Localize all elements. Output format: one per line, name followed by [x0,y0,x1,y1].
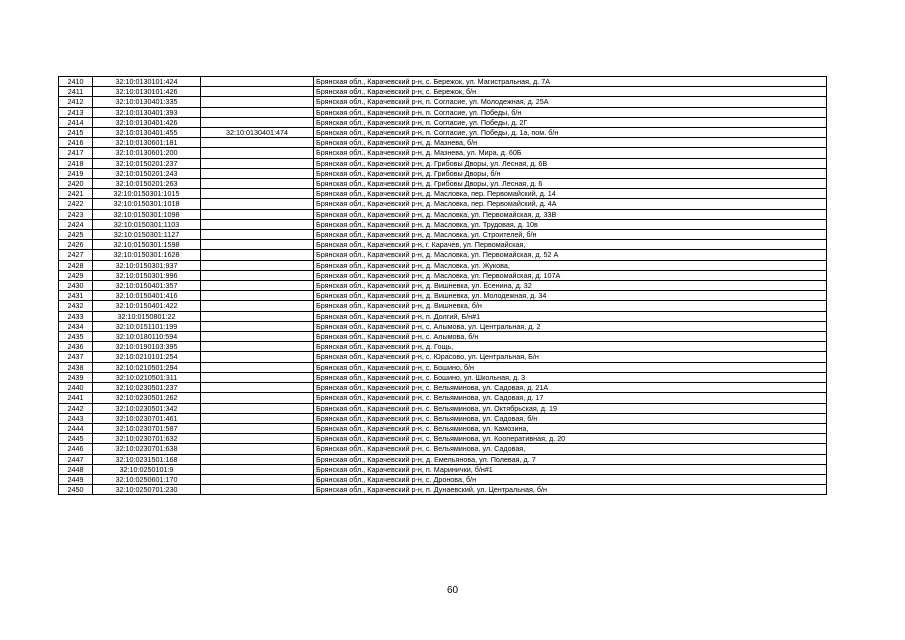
address-cell: Брянская обл., Карачевский р-н, с. Вельяминова, ул. Октябрьская, д. 19 [314,403,827,413]
cadastral-number-cell: 32:10:0130601:200 [93,148,201,158]
row-number-cell: 2447 [59,454,93,464]
row-number-cell: 2427 [59,250,93,260]
row-number-cell: 2416 [59,138,93,148]
linked-cadastral-number-cell [201,464,314,474]
linked-cadastral-number-cell [201,158,314,168]
row-number-cell: 2423 [59,209,93,219]
linked-cadastral-number-cell [201,352,314,362]
row-number-cell: 2444 [59,423,93,433]
address-cell: Брянская обл., Карачевский р-н, п. Дунаевский, ул. Центральная, б/н [314,485,827,495]
linked-cadastral-number-cell [201,117,314,127]
linked-cadastral-number-cell [201,413,314,423]
linked-cadastral-number-cell [201,148,314,158]
cadastral-number-cell: 32:10:0130101:424 [93,77,201,87]
table-row [59,321,827,331]
address-cell: Брянская обл., Карачевский р-н, д. Масловка, ул. Первомайская, д. 33В [314,209,827,219]
linked-cadastral-number-cell [201,168,314,178]
address-cell: Брянская обл., Карачевский р-н, д. Масловка, ул. Трудовая, д. 10в [314,219,827,229]
row-number-cell: 2436 [59,342,93,352]
address-cell: Брянская обл., Карачевский р-н, с. Вельяминова, ул. Садовая, д. 17 [314,393,827,403]
table-row [59,301,827,311]
address-cell: Брянская обл., Карачевский р-н, п. Долгий, Б/н#1 [314,311,827,321]
row-number-cell: 2411 [59,87,93,97]
address-cell: Брянская обл., Карачевский р-н, п. Согласие, ул. Победы, д. 1а, пом. б/н [314,128,827,138]
row-number-cell: 2414 [59,117,93,127]
address-cell: Брянская обл., Карачевский р-н, д. Грибовы Дворы, ул. Лесная, д. 6 [314,179,827,189]
cadastral-number-cell: 32:10:0150301:1098 [93,209,201,219]
address-cell: Брянская обл., Карачевский р-н, с. Алымова, б/н [314,332,827,342]
property-table [58,76,827,495]
table-row [59,311,827,321]
linked-cadastral-number-cell [201,321,314,331]
cadastral-number-cell: 32:10:0180110:594 [93,332,201,342]
table-row [59,383,827,393]
cadastral-number-cell: 32:10:0130401:393 [93,107,201,117]
address-cell: Брянская обл., Карачевский р-н, п. Согласие, ул. Молодежная, д. 25А [314,97,827,107]
table-row [59,250,827,260]
row-number-cell: 2433 [59,311,93,321]
table-row [59,240,827,250]
property-table-body [59,77,827,495]
cadastral-number-cell: 32:10:0150201:237 [93,158,201,168]
linked-cadastral-number-cell [201,403,314,413]
cadastral-number-cell: 32:10:0150401:422 [93,301,201,311]
table-row [59,199,827,209]
address-cell: Брянская обл., Карачевский р-н, д. Грибовы Дворы, б/н [314,168,827,178]
address-cell: Брянская обл., Карачевский р-н, с. Вельяминова, ул. Садовая, б/н [314,413,827,423]
linked-cadastral-number-cell [201,383,314,393]
table-row [59,413,827,423]
linked-cadastral-number-cell [201,474,314,484]
linked-cadastral-number-cell [201,444,314,454]
linked-cadastral-number-cell [201,77,314,87]
address-cell: Брянская обл., Карачевский р-н, д. Мазнева, б/н [314,138,827,148]
address-cell: Брянская обл., Карачевский р-н, д. Масловка, ул. Первомайская, д. 107А [314,270,827,280]
row-number-cell: 2437 [59,352,93,362]
address-cell: Брянская обл., Карачевский р-н, с. Вельяминова, ул. Садовая, [314,444,827,454]
address-cell: Брянская обл., Карачевский р-н, с. Алымова, ул. Центральная, д. 2 [314,321,827,331]
row-number-cell: 2421 [59,189,93,199]
cadastral-number-cell: 32:10:0151101:199 [93,321,201,331]
address-cell: Брянская обл., Карачевский р-н, с. Бережок, б/н [314,87,827,97]
table-row [59,403,827,413]
cadastral-number-cell: 32:10:0190103:395 [93,342,201,352]
linked-cadastral-number-cell [201,179,314,189]
table-row [59,87,827,97]
row-number-cell: 2432 [59,301,93,311]
table-row [59,342,827,352]
table-row [59,138,827,148]
linked-cadastral-number-cell [201,301,314,311]
cadastral-number-cell: 32:10:0150301:1103 [93,219,201,229]
row-number-cell: 2440 [59,383,93,393]
cadastral-number-cell: 32:10:0150301:937 [93,260,201,270]
table-row [59,423,827,433]
cadastral-number-cell: 32:10:0150301:1127 [93,230,201,240]
linked-cadastral-number-cell: 32:10:0130401:474 [201,128,314,138]
cadastral-number-cell: 32:10:0250101:9 [93,464,201,474]
table-row [59,291,827,301]
cadastral-number-cell: 32:10:0230701:638 [93,444,201,454]
cadastral-number-cell: 32:10:0150401:416 [93,291,201,301]
table-row [59,393,827,403]
address-cell: Брянская обл., Карачевский р-н, с. Дронова, б/н [314,474,827,484]
linked-cadastral-number-cell [201,393,314,403]
cadastral-number-cell: 32:10:0150201:263 [93,179,201,189]
table-row [59,107,827,117]
table-row [59,77,827,87]
linked-cadastral-number-cell [201,230,314,240]
cadastral-number-cell: 32:10:0130601:181 [93,138,201,148]
cadastral-number-cell: 32:10:0230701:461 [93,413,201,423]
row-number-cell: 2417 [59,148,93,158]
linked-cadastral-number-cell [201,260,314,270]
table-row [59,148,827,158]
row-number-cell: 2413 [59,107,93,117]
linked-cadastral-number-cell [201,434,314,444]
address-cell: Брянская обл., Карачевский р-н, п. Маринички, б/н#1 [314,464,827,474]
row-number-cell: 2443 [59,413,93,423]
row-number-cell: 2420 [59,179,93,189]
table-row [59,281,827,291]
cadastral-number-cell: 32:10:0150401:357 [93,281,201,291]
linked-cadastral-number-cell [201,97,314,107]
address-cell: Брянская обл., Карачевский р-н, д. Мазнева, ул. Мира, д. 60Б [314,148,827,158]
table-row [59,230,827,240]
row-number-cell: 2439 [59,372,93,382]
cadastral-number-cell: 32:10:0250601:170 [93,474,201,484]
row-number-cell: 2418 [59,158,93,168]
cadastral-number-cell: 32:10:0130401:455 [93,128,201,138]
table-row [59,209,827,219]
row-number-cell: 2430 [59,281,93,291]
cadastral-number-cell: 32:10:0230701:587 [93,423,201,433]
table-row [59,352,827,362]
cadastral-number-cell: 32:10:0210101:254 [93,352,201,362]
linked-cadastral-number-cell [201,87,314,97]
table-row [59,219,827,229]
row-number-cell: 2429 [59,270,93,280]
table-row [59,434,827,444]
address-cell: Брянская обл., Карачевский р-н, д. Емельянова, ул. Полевая, д. 7 [314,454,827,464]
cadastral-number-cell: 32:10:0150301:1628 [93,250,201,260]
linked-cadastral-number-cell [201,240,314,250]
address-cell: Брянская обл., Карачевский р-н, с. Бошино, ул. Школьная, д. 3 [314,372,827,382]
address-cell: Брянская обл., Карачевский р-н, д. Грибовы Дворы, ул. Лесная, д. 6В [314,158,827,168]
row-number-cell: 2431 [59,291,93,301]
row-number-cell: 2410 [59,77,93,87]
cadastral-number-cell: 32:10:0230701:632 [93,434,201,444]
address-cell: Брянская обл., Карачевский р-н, п. Согласие, ул. Победы, б/н [314,107,827,117]
address-cell: Брянская обл., Карачевский р-н, д. Масловка, пер. Первомайский, д. 14 [314,189,827,199]
row-number-cell: 2438 [59,362,93,372]
row-number-cell: 2415 [59,128,93,138]
linked-cadastral-number-cell [201,311,314,321]
linked-cadastral-number-cell [201,107,314,117]
row-number-cell: 2434 [59,321,93,331]
cadastral-number-cell: 32:10:0130101:426 [93,87,201,97]
row-number-cell: 2442 [59,403,93,413]
page-number: 60 [446,585,459,596]
table-row [59,332,827,342]
row-number-cell: 2441 [59,393,93,403]
linked-cadastral-number-cell [201,485,314,495]
address-cell: Брянская обл., Карачевский р-н, с. Вельяминова, ул. Кооперативная, д. 20 [314,434,827,444]
cadastral-number-cell: 32:10:0230501:237 [93,383,201,393]
row-number-cell: 2424 [59,219,93,229]
table-row [59,179,827,189]
row-number-cell: 2419 [59,168,93,178]
address-cell: Брянская обл., Карачевский р-н, д. Гощь, [314,342,827,352]
cadastral-number-cell: 32:10:0210501:311 [93,372,201,382]
table-row [59,454,827,464]
linked-cadastral-number-cell [201,291,314,301]
cadastral-number-cell: 32:10:0150201:243 [93,168,201,178]
row-number-cell: 2422 [59,199,93,209]
cadastral-number-cell: 32:10:0150301:1015 [93,189,201,199]
table-row [59,117,827,127]
linked-cadastral-number-cell [201,199,314,209]
cadastral-number-cell: 32:10:0150301:1598 [93,240,201,250]
cadastral-number-cell: 32:10:0150301:996 [93,270,201,280]
cadastral-number-cell: 32:10:0230501:262 [93,393,201,403]
address-cell: Брянская обл., Карачевский р-н, д. Вишневка, б/н [314,301,827,311]
cadastral-number-cell: 32:10:0250701:230 [93,485,201,495]
row-number-cell: 2450 [59,485,93,495]
table-row [59,372,827,382]
row-number-cell: 2425 [59,230,93,240]
linked-cadastral-number-cell [201,362,314,372]
address-cell: Брянская обл., Карачевский р-н, д. Масловка, ул. Строителей, б/н [314,230,827,240]
linked-cadastral-number-cell [201,332,314,342]
linked-cadastral-number-cell [201,209,314,219]
table-row [59,128,827,138]
address-cell: Брянская обл., Карачевский р-н, с. Бережок, ул. Магистральная, д. 7А [314,77,827,87]
address-cell: Брянская обл., Карачевский р-н, д. Вишневка, ул. Есенина, д. 32 [314,281,827,291]
table-row [59,270,827,280]
linked-cadastral-number-cell [201,219,314,229]
linked-cadastral-number-cell [201,189,314,199]
linked-cadastral-number-cell [201,342,314,352]
row-number-cell: 2426 [59,240,93,250]
row-number-cell: 2412 [59,97,93,107]
table-row [59,444,827,454]
linked-cadastral-number-cell [201,281,314,291]
table-row [59,464,827,474]
cadastral-number-cell: 32:10:0150301:1018 [93,199,201,209]
linked-cadastral-number-cell [201,138,314,148]
cadastral-number-cell: 32:10:0231501:168 [93,454,201,464]
table-row [59,189,827,199]
table-row [59,362,827,372]
table-row [59,168,827,178]
linked-cadastral-number-cell [201,372,314,382]
table-row [59,260,827,270]
address-cell: Брянская обл., Карачевский р-н, п. Согласие, ул. Победы, д. 2Г [314,117,827,127]
cadastral-number-cell: 32:10:0130401:426 [93,117,201,127]
cadastral-number-cell: 32:10:0130401:335 [93,97,201,107]
address-cell: Брянская обл., Карачевский р-н, с. Вельяминова, ул. Садовая, д. 21А [314,383,827,393]
table-row [59,97,827,107]
linked-cadastral-number-cell [201,270,314,280]
table-row [59,158,827,168]
row-number-cell: 2445 [59,434,93,444]
cadastral-number-cell: 32:10:0230501:342 [93,403,201,413]
row-number-cell: 2428 [59,260,93,270]
row-number-cell: 2449 [59,474,93,484]
address-cell: Брянская обл., Карачевский р-н, с. Юрасово, ул. Центральная, Б/н [314,352,827,362]
linked-cadastral-number-cell [201,454,314,464]
row-number-cell: 2435 [59,332,93,342]
address-cell: Брянская обл., Карачевский р-н, д. Масловка, ул. Жукова, [314,260,827,270]
table-row [59,474,827,484]
cadastral-number-cell: 32:10:0150801:22 [93,311,201,321]
address-cell: Брянская обл., Карачевский р-н, д. Вишневка, ул. Молодежная, д. 34 [314,291,827,301]
address-cell: Брянская обл., Карачевский р-н, с. Бошино, б/н [314,362,827,372]
table-row [59,485,827,495]
row-number-cell: 2448 [59,464,93,474]
linked-cadastral-number-cell [201,423,314,433]
address-cell: Брянская обл., Карачевский р-н, д. Масловка, пер. Первомайский, д. 4А [314,199,827,209]
linked-cadastral-number-cell [201,250,314,260]
cadastral-number-cell: 32:10:0210501:294 [93,362,201,372]
address-cell: Брянская обл., Карачевский р-н, с. Вельяминова, ул. Камозина, [314,423,827,433]
row-number-cell: 2446 [59,444,93,454]
address-cell: Брянская обл., Карачевский р-н, г. Карачев, ул. Первомайская, [314,240,827,250]
address-cell: Брянская обл., Карачевский р-н, д. Масловка, ул. Первомайская, д. 52 А [314,250,827,260]
